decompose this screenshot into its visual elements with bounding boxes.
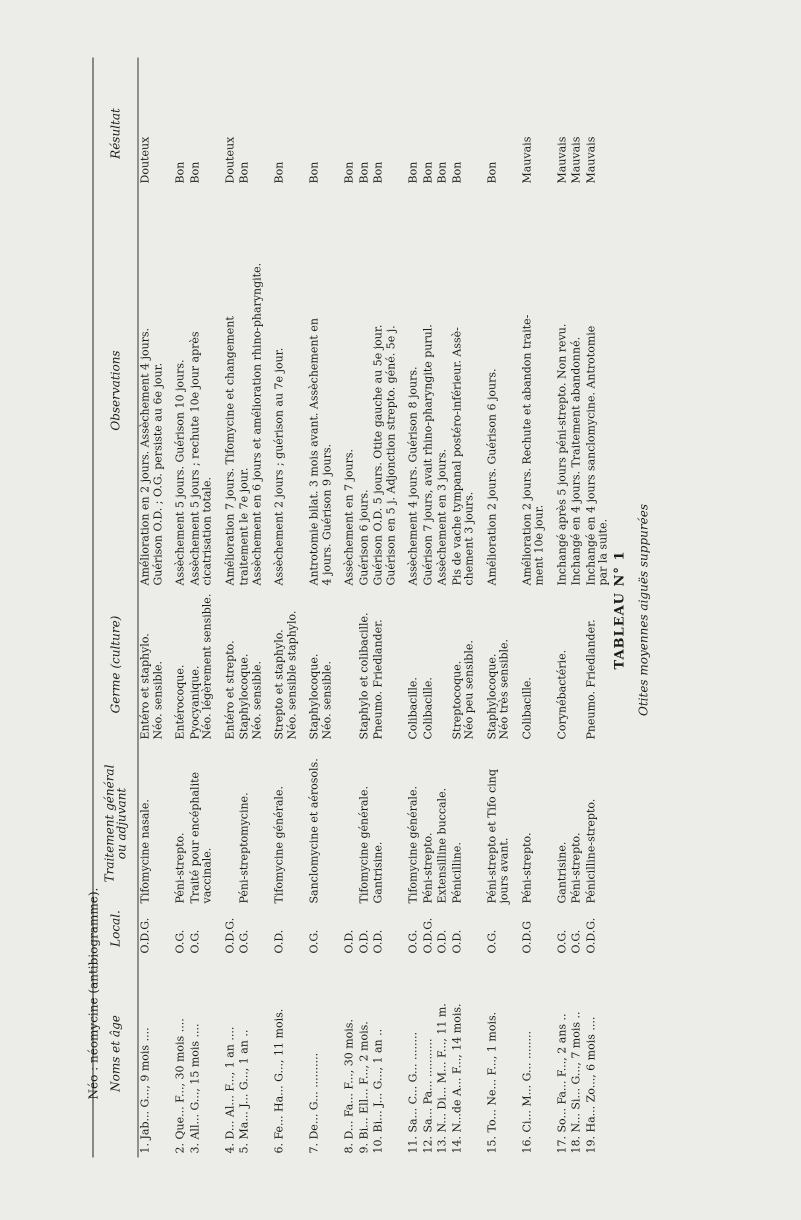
cell-nom: 11. Sa... C... G... ........ bbox=[406, 1032, 420, 1154]
cell-traitement bbox=[451, 740, 476, 904]
cell-nom: 12. Sa... Pa... ........... bbox=[421, 1038, 434, 1154]
cell-germe-line: Staphylocoque. bbox=[307, 653, 321, 740]
cell-resultat-line: Bon bbox=[237, 161, 251, 184]
cell-traitement bbox=[140, 740, 165, 904]
cell-nom: 10. Bi... J... G..., 1 an .. bbox=[371, 1028, 385, 1154]
cell-germe-line: Colibacille. bbox=[406, 677, 420, 740]
cell-traitement bbox=[309, 740, 334, 904]
cell-germe bbox=[309, 586, 334, 740]
cell-germe-line: Entéro et strepto. bbox=[223, 640, 236, 740]
cell-observations-line: Amélioration 2 jours. Guérison 6 jours. bbox=[485, 368, 498, 586]
cell-nom: 8. D... Fa... F..., 30 mois. bbox=[342, 1019, 356, 1154]
cell-local: O.D. bbox=[371, 929, 385, 954]
cell-observations bbox=[571, 190, 584, 586]
cell-traitement bbox=[224, 740, 237, 904]
cell-resultat bbox=[140, 84, 165, 190]
cell-traitement bbox=[486, 740, 511, 904]
cell-traitement-line: Gantrisine. bbox=[555, 841, 568, 904]
cell-observations bbox=[585, 190, 610, 586]
cell-observations bbox=[422, 190, 435, 586]
cell-germe bbox=[274, 586, 299, 740]
cell-observations bbox=[451, 190, 476, 586]
table-row bbox=[343, 58, 358, 1158]
cell-observations-line: Assèchement 5 jours. Guérison 10 jours. bbox=[173, 359, 187, 586]
cell-observations bbox=[408, 190, 421, 586]
results-table bbox=[93, 58, 612, 1158]
cell-nom: 2. Que... F..., 30 mois .... bbox=[173, 1018, 187, 1154]
cell-local: O.D.G bbox=[520, 920, 533, 954]
cell-germe-line: Entérocoque. bbox=[173, 664, 187, 740]
header-local: Local. bbox=[108, 910, 123, 947]
cell-traitement-line: Péni-streptomycine. bbox=[237, 792, 251, 904]
rotated-page bbox=[1, 1, 801, 1220]
cell-traitement-line: Extensilline buccale. bbox=[435, 787, 449, 904]
cell-germe bbox=[585, 586, 610, 740]
cell-observations bbox=[309, 190, 334, 586]
table-row bbox=[570, 58, 585, 1158]
cell-local: O.D.G. bbox=[421, 917, 434, 954]
cell-germe-line: Pyocyanique. bbox=[188, 665, 201, 740]
cell-resultat-line: Bon bbox=[173, 161, 187, 184]
cell-germe bbox=[224, 586, 237, 740]
cell-local: O.G. bbox=[485, 929, 498, 954]
cell-germe-line: Colibacille. bbox=[421, 677, 434, 740]
cell-germe bbox=[175, 586, 188, 740]
cell-germe bbox=[486, 586, 511, 740]
cell-traitement bbox=[521, 740, 546, 904]
cell-resultat-line: Douteux bbox=[223, 136, 236, 184]
cell-local: O.D. bbox=[272, 929, 286, 954]
cell-observations-line: Pis de vache tympanal postéro-inférieur. Assè- bbox=[450, 327, 463, 586]
cell-nom: 15. To... Ne... F..., 1 mois. bbox=[485, 1011, 498, 1154]
cell-local: O.D. bbox=[357, 929, 370, 954]
cell-resultat-line: Douteux bbox=[138, 136, 152, 184]
cell-observations-line: 4 jours. Guérison 9 jours. bbox=[320, 443, 333, 586]
cell-nom: 17. So... Fa... F..., 2 ans .. bbox=[555, 1013, 568, 1154]
cell-traitement bbox=[408, 740, 421, 904]
cell-observations-line: Guérison en 5 j. Adjonction strepto. géné. 5e j. bbox=[384, 325, 397, 586]
table-row bbox=[407, 58, 422, 1158]
cell-traitement bbox=[437, 740, 450, 904]
cell-resultat bbox=[486, 84, 511, 190]
cell-traitement-line: Pénicilline-strepto. bbox=[584, 798, 597, 904]
cell-observations-line: Assèchement 2 jours ; guérison au 7e jour. bbox=[272, 347, 286, 586]
cell-resultat bbox=[408, 84, 421, 190]
cell-observations-line: Guérison 7 jours, avait rhino-pharyngite purul. bbox=[421, 324, 434, 586]
cell-local: O.G. bbox=[188, 929, 201, 954]
cell-resultat-line: Bon bbox=[188, 161, 201, 184]
table-row bbox=[450, 58, 477, 1158]
cell-traitement-line: Péni-strepto. bbox=[421, 832, 434, 904]
cell-local: O.D.G. bbox=[584, 917, 597, 954]
cell-resultat bbox=[437, 84, 450, 190]
cell-observations-line: Assèchement en 6 jours et amélioration rhino-pharyngite. bbox=[250, 262, 263, 586]
cell-germe bbox=[556, 586, 569, 740]
cell-germe-line: Entéro et staphylo. bbox=[138, 633, 152, 740]
table-row bbox=[485, 58, 512, 1158]
cell-germe-line: Staphylo et colibacille. bbox=[357, 612, 370, 740]
cell-observations bbox=[373, 190, 398, 586]
cell-resultat-line: Bon bbox=[450, 161, 463, 184]
cell-germe-line: Staphylocoque. bbox=[237, 653, 251, 740]
cell-observations-line: Inchangé en 4 jours sanclomycine. Antrotomie bbox=[584, 325, 597, 586]
cell-nom: 14. N...de A... F..., 14 mois. bbox=[450, 1003, 463, 1154]
cell-resultat bbox=[373, 84, 398, 190]
cell-germe bbox=[451, 586, 476, 740]
cell-observations bbox=[556, 190, 569, 586]
cell-germe bbox=[571, 586, 584, 740]
header-traitement-line1: Traitement général bbox=[102, 764, 116, 883]
cell-observations bbox=[344, 190, 357, 586]
cell-observations bbox=[224, 190, 237, 586]
cell-nom: 13. N... Di... M... F..., 11 m. bbox=[435, 1003, 449, 1154]
cell-germe-line: Staphylocoque. bbox=[485, 653, 498, 740]
table-row bbox=[436, 58, 451, 1158]
cell-traitement bbox=[373, 740, 398, 904]
cell-local: O.G. bbox=[237, 929, 251, 954]
cell-resultat-line: Bon bbox=[357, 161, 370, 184]
cell-observations-line: Amélioration 7 jours. Tifomycine et changement bbox=[223, 316, 236, 586]
cell-observations bbox=[239, 190, 264, 586]
cell-traitement bbox=[175, 740, 188, 904]
cell-local: O.D.G. bbox=[223, 917, 236, 954]
cell-resultat bbox=[358, 84, 371, 190]
cell-germe-line: Colibacille. bbox=[520, 677, 533, 740]
table-row bbox=[223, 58, 238, 1158]
cell-resultat bbox=[556, 84, 569, 190]
cell-observations-line: Assèchement 4 jours. Guérison 8 jours. bbox=[406, 366, 420, 586]
cell-nom: 16. Ci... M... G... ........ bbox=[520, 1030, 533, 1154]
cell-traitement-line: jours avant. bbox=[497, 837, 511, 904]
cell-traitement-line: Péni-strepto. bbox=[520, 832, 533, 904]
cell-resultat bbox=[422, 84, 435, 190]
table-title: TABLEAU N° 1 bbox=[612, 550, 628, 670]
cell-resultat-line: Bon bbox=[272, 161, 286, 184]
cell-observations-line: Inchangé en 4 jours. Traitement abandonné. bbox=[569, 336, 583, 586]
cell-traitement bbox=[556, 740, 569, 904]
cell-local: O.D. bbox=[435, 929, 449, 954]
cell-traitement bbox=[571, 740, 584, 904]
cell-nom: 5. Ma... J... G..., 1 an .. bbox=[237, 1029, 251, 1154]
cell-traitement-line: Tifomycine nasale. bbox=[138, 799, 152, 904]
cell-germe bbox=[344, 586, 357, 740]
cell-observations bbox=[521, 190, 546, 586]
cell-resultat bbox=[309, 84, 334, 190]
footnote: Néo : néomycine (antibiogramme). bbox=[86, 887, 101, 1100]
cell-resultat bbox=[189, 84, 214, 190]
cell-observations bbox=[358, 190, 371, 586]
cell-resultat bbox=[274, 84, 299, 190]
cell-local: O.D.G. bbox=[138, 917, 152, 954]
cell-observations-line: ment 10e jour. bbox=[532, 504, 546, 586]
cell-observations bbox=[274, 190, 299, 586]
cell-traitement-line: vaccinale. bbox=[200, 847, 214, 904]
cell-local: O.G. bbox=[173, 929, 187, 954]
header-traitement-line2: ou adjuvant bbox=[114, 787, 129, 860]
header-traitement bbox=[103, 740, 128, 904]
cell-germe bbox=[140, 586, 165, 740]
cell-traitement-line: Tifomycine générale. bbox=[357, 786, 370, 904]
cell-germe-line: Strepto et staphylo. bbox=[272, 629, 286, 740]
cell-observations-line: Assèchement en 3 jours. bbox=[435, 448, 449, 586]
cell-germe bbox=[422, 586, 435, 740]
cell-resultat bbox=[175, 84, 188, 190]
header-observations: Observations bbox=[108, 350, 123, 431]
cell-resultat-line: Mauvais bbox=[555, 136, 568, 184]
cell-germe bbox=[437, 586, 450, 740]
table-row bbox=[584, 58, 611, 1158]
cell-observations-line: Guérison O.D. 5 jours. Otite gauche au 5e jour. bbox=[371, 324, 385, 586]
cell-observations-line: Assèchement en 7 jours. bbox=[342, 448, 356, 586]
cell-observations-line: Antrotomie bilat. 3 mois avant. Assèchement en bbox=[307, 318, 321, 586]
cell-observations bbox=[140, 190, 165, 586]
cell-resultat-line: Bon bbox=[406, 161, 420, 184]
cell-nom: 9. Bi... Ell... F..., 2 mois. bbox=[357, 1021, 370, 1154]
cell-observations-line: Guérison O.D. ; O.G. persiste au 6e jour. bbox=[151, 362, 164, 586]
cell-nom: 3. All... G..., 15 mois .... bbox=[188, 1023, 201, 1154]
cell-observations bbox=[175, 190, 188, 586]
cell-germe-line: Néo. sensible. bbox=[320, 660, 333, 740]
cell-resultat bbox=[585, 84, 610, 190]
cell-resultat bbox=[451, 84, 476, 190]
cell-traitement-line: Pénicilline. bbox=[450, 842, 463, 904]
cell-observations-line: par la suite. bbox=[596, 518, 610, 586]
table-row bbox=[421, 58, 436, 1158]
cell-traitement bbox=[422, 740, 435, 904]
cell-observations-line: Inchangé après 5 jours péni-strepto. Non revu. bbox=[555, 323, 568, 586]
cell-traitement-line: Traité pour encéphalite bbox=[188, 771, 201, 904]
table-row bbox=[555, 58, 570, 1158]
cell-nom: 4. D... Al... F..., 1 an .... bbox=[223, 1026, 236, 1154]
cell-traitement bbox=[358, 740, 371, 904]
cell-local: O.G. bbox=[569, 929, 583, 954]
cell-observations-line: Guérison 6 jours. bbox=[357, 489, 370, 586]
cell-local: O.D. bbox=[450, 929, 463, 954]
cell-germe bbox=[373, 586, 398, 740]
cell-resultat bbox=[239, 84, 264, 190]
cell-resultat-line: Bon bbox=[307, 161, 321, 184]
cell-observations-line: cicatrisation totale. bbox=[200, 477, 214, 586]
cell-germe bbox=[408, 586, 421, 740]
table-subtitle: Otites moyennes aiguës suppurées bbox=[636, 504, 651, 716]
table-row bbox=[174, 58, 189, 1158]
cell-local: O.G. bbox=[307, 929, 321, 954]
table-row bbox=[139, 58, 166, 1158]
cell-observations-line: Amélioration en 2 jours. Assèchement 4 jours. bbox=[138, 327, 152, 586]
cell-resultat bbox=[224, 84, 237, 190]
cell-germe bbox=[239, 586, 264, 740]
cell-germe-line: Néo. légèrement sensible. bbox=[200, 593, 214, 740]
cell-germe-line: Néo. sensible. bbox=[151, 660, 164, 740]
cell-nom: 18. N... Si... G..., 7 mois .. bbox=[569, 1011, 583, 1154]
cell-resultat-line: Mauvais bbox=[520, 136, 533, 184]
cell-observations-line: Assèchement 5 jours ; rechute 10e jour après bbox=[188, 331, 201, 586]
cell-resultat-line: Bon bbox=[485, 161, 498, 184]
cell-traitement-line: Sanclomycine et aérosols. bbox=[307, 758, 321, 904]
cell-germe bbox=[521, 586, 546, 740]
cell-observations-line: Amélioration 2 jours. Rechute et abandon traite- bbox=[520, 314, 533, 586]
cell-local: O.G. bbox=[406, 929, 420, 954]
cell-germe-line: Pneumo. Friedlander. bbox=[371, 619, 385, 740]
cell-resultat-line: Bon bbox=[435, 161, 449, 184]
cell-germe-line: Néo. sensible. bbox=[250, 660, 263, 740]
header-germe: Germe (culture) bbox=[108, 615, 123, 714]
cell-nom: 1. Jab... G..., 9 mois .... bbox=[138, 1027, 152, 1154]
cell-traitement-line: Péni-strepto. bbox=[569, 832, 583, 904]
cell-germe-line: Pneumo. Friedlander. bbox=[584, 619, 597, 740]
cell-observations bbox=[437, 190, 450, 586]
cell-observations bbox=[486, 190, 511, 586]
cell-germe-line: Néo peu sensible. bbox=[462, 640, 476, 740]
table-row bbox=[273, 58, 300, 1158]
cell-traitement-line: Péni-strepto et Tifo cinq bbox=[485, 769, 498, 904]
cell-traitement bbox=[239, 740, 264, 904]
cell-resultat-line: Bon bbox=[421, 161, 434, 184]
cell-traitement-line: Tifomycine générale. bbox=[272, 786, 286, 904]
table-body bbox=[139, 58, 612, 1158]
cell-resultat bbox=[571, 84, 584, 190]
table-row bbox=[308, 58, 335, 1158]
cell-resultat-line: Mauvais bbox=[569, 136, 583, 184]
cell-local: O.G. bbox=[555, 929, 568, 954]
cell-resultat bbox=[521, 84, 546, 190]
cell-traitement bbox=[189, 740, 214, 904]
cell-observations-line: traitement le 7e jour. bbox=[237, 467, 251, 586]
table-row bbox=[520, 58, 547, 1158]
cell-germe-line: Néo. sensible staphylo. bbox=[285, 610, 298, 740]
table-row bbox=[238, 58, 265, 1158]
cell-nom: 7. De... G... .......... bbox=[307, 1052, 321, 1154]
cell-germe-line: Néo très sensible. bbox=[497, 638, 511, 740]
table-row bbox=[372, 58, 399, 1158]
table-row bbox=[357, 58, 372, 1158]
cell-resultat-line: Bon bbox=[371, 161, 385, 184]
cell-observations bbox=[189, 190, 214, 586]
cell-nom: 19. Ha... Zo..., 6 mois .... bbox=[584, 1016, 597, 1154]
cell-germe-line: Streptocoque. bbox=[450, 660, 463, 740]
cell-resultat bbox=[344, 84, 357, 190]
cell-germe bbox=[358, 586, 371, 740]
cell-germe bbox=[189, 586, 214, 740]
cell-traitement-line: Péni-strepto. bbox=[173, 832, 187, 904]
cell-traitement bbox=[274, 740, 299, 904]
cell-traitement bbox=[585, 740, 610, 904]
cell-traitement bbox=[344, 740, 357, 904]
cell-resultat-line: Mauvais bbox=[584, 136, 597, 184]
table-row bbox=[188, 58, 215, 1158]
cell-traitement-line: Gantrisine. bbox=[371, 841, 385, 904]
header-resultat: Résultat bbox=[108, 108, 123, 159]
cell-germe-line: Corynébactérie. bbox=[555, 649, 568, 740]
cell-observations-line: chement 3 jours. bbox=[462, 491, 476, 586]
cell-traitement-line: Tifomycine générale. bbox=[406, 786, 420, 904]
cell-local: O.D. bbox=[342, 929, 356, 954]
cell-resultat-line: Bon bbox=[342, 161, 356, 184]
header-nom: Noms et âge bbox=[108, 1015, 123, 1092]
cell-nom: 6. Fe... Ha... G..., 11 mois. bbox=[272, 1008, 286, 1154]
